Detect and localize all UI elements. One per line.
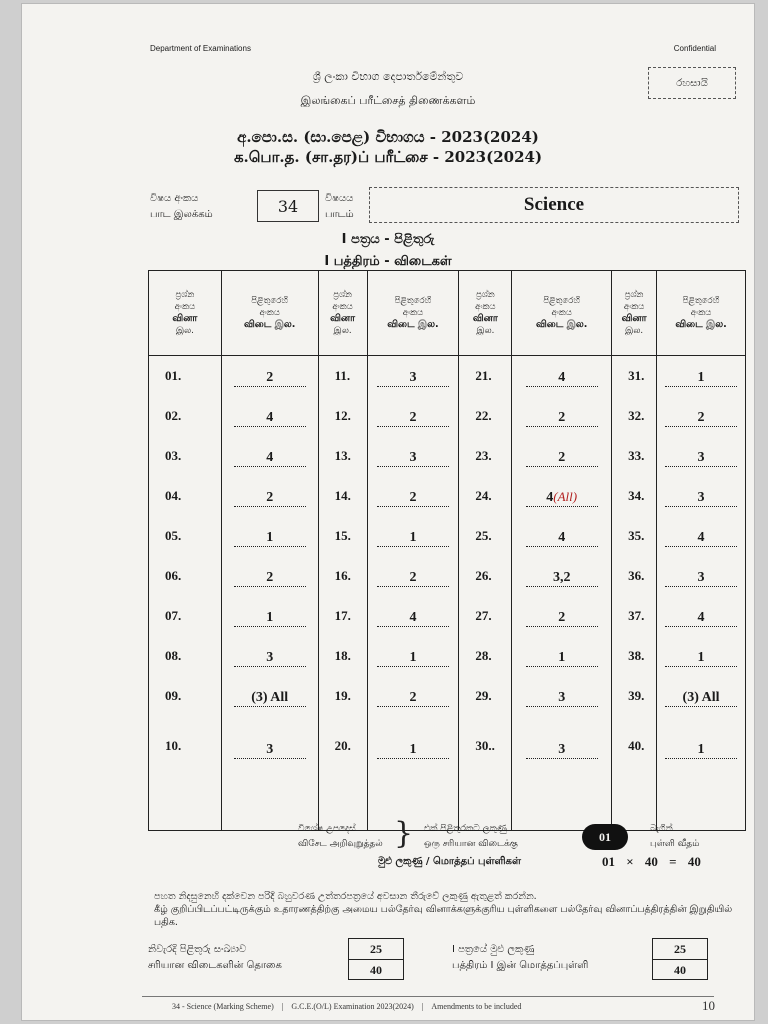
question-number: 28. [459, 636, 512, 676]
answer-cell [221, 716, 318, 831]
answer-cell [221, 396, 318, 436]
question-number: 40. [612, 716, 657, 831]
paper-total-label: I පත්‍රයේ මුළු ලකුණු பத்திரம் I இன் மொத்தப்புள்ளி [452, 944, 589, 971]
answer-value: 3 [665, 570, 737, 587]
table-row [149, 516, 746, 556]
each-label: බැගින් புள்ளி வீதம் [650, 824, 700, 849]
question-number: 05. [149, 516, 222, 556]
answer-value: 3 [665, 490, 737, 507]
answer-sheet-page [22, 4, 754, 1020]
subject-name: Science [369, 187, 739, 223]
answer-number-header: පිළිතුරෙහි අංකය விடை இல. [657, 271, 746, 356]
answer-value: 1 [377, 650, 449, 667]
question-number: 03. [149, 436, 222, 476]
answer-value: 1 [526, 650, 598, 667]
total-marks-calculation: 01 × 40 = 40 [602, 854, 701, 869]
question-number: 07. [149, 596, 222, 636]
answer-cell [367, 396, 459, 436]
question-number: 06. [149, 556, 222, 596]
question-number: 19. [318, 676, 367, 716]
answer-cell [367, 596, 459, 636]
subject-name-label: විෂයය பாடம் [325, 193, 354, 220]
answer-value: 2 [526, 610, 598, 627]
answer-value: 3 [526, 742, 598, 759]
answer-value: (3) All [665, 690, 737, 707]
subject-code-label: විෂය අංකය பாட இலக்கம் [150, 193, 213, 220]
answer-cell [512, 716, 612, 831]
table-row [149, 396, 746, 436]
table-row [149, 716, 746, 831]
answer-value: 4 [377, 610, 449, 627]
question-number: 20. [318, 716, 367, 831]
answer-number-header: පිළිතුරෙහි අංකය விடை இல. [221, 271, 318, 356]
question-number: 09. [149, 676, 222, 716]
table-row [149, 476, 746, 516]
answer-value: 2 [377, 410, 449, 427]
question-number: 29. [459, 676, 512, 716]
answer-cell [657, 436, 746, 476]
question-number-header: ප්‍රශ්න අංකය வினா இல. [612, 271, 657, 356]
question-number-header: ප්‍රශ්න අංකය வினா இல. [318, 271, 367, 356]
answer-cell [367, 356, 459, 397]
org-name-tamil: இலங்கைப் பரீட்சைத் திணைக்களம் [300, 94, 476, 107]
answer-value: 2 [526, 450, 598, 467]
table-row [149, 676, 746, 716]
answer-value: 2 [234, 490, 306, 507]
table-row [149, 596, 746, 636]
answer-value: 1 [234, 530, 306, 547]
answer-value: 4 [234, 410, 306, 427]
answer-value: 2 [665, 410, 737, 427]
answer-cell [657, 476, 746, 516]
paper-title-tamil: I பத்திரம் - விடைகள் [324, 254, 452, 269]
question-number: 04. [149, 476, 222, 516]
question-number: 13. [318, 436, 367, 476]
answer-value: 2 [526, 410, 598, 427]
question-number: 27. [459, 596, 512, 636]
answer-cell [367, 636, 459, 676]
per-mark-pill: 01 [582, 824, 628, 850]
question-number-header: ප්‍රශ්න අංකය வினா இல. [149, 271, 222, 356]
question-number: 08. [149, 636, 222, 676]
correct-answers-box: 25 40 [348, 938, 404, 980]
answer-cell [512, 636, 612, 676]
question-number: 37. [612, 596, 657, 636]
question-number: 11. [318, 356, 367, 397]
answer-value: 3 [234, 650, 306, 667]
department-label: Department of Examinations [150, 44, 251, 53]
handwritten-note: (All) [553, 488, 578, 504]
question-number: 16. [318, 556, 367, 596]
question-number: 12. [318, 396, 367, 436]
question-number: 31. [612, 356, 657, 397]
answer-cell [512, 556, 612, 596]
answer-value: 4 [526, 370, 598, 387]
table-row [149, 436, 746, 476]
question-number: 38. [612, 636, 657, 676]
question-number: 15. [318, 516, 367, 556]
answer-value: 3 [377, 450, 449, 467]
correct-answers-label: නිවැරදි පිළිතුරු සංඛ්‍යාව சரியான விடைகளின் தொகை [148, 944, 282, 971]
table-row [149, 556, 746, 596]
question-number: 14. [318, 476, 367, 516]
question-number: 10. [149, 716, 222, 831]
answer-value: 2 [377, 690, 449, 707]
answer-cell [657, 636, 746, 676]
question-number: 34. [612, 476, 657, 516]
table-row [149, 636, 746, 676]
exam-title-tamil: க.பொ.த. (சா.தர)ப் பரீட்சை - 2023(2024) [233, 148, 543, 166]
paper-total-box: 25 40 [652, 938, 708, 980]
question-number: 24. [459, 476, 512, 516]
answer-cell [657, 716, 746, 831]
answer-cell [221, 676, 318, 716]
total-marks-label: මුළු ලකුණු / மொத்தப் புள்ளிகள் [378, 856, 521, 867]
subject-code: 34 [257, 190, 319, 222]
answer-value: 1 [377, 742, 449, 759]
answer-cell [367, 676, 459, 716]
answer-value: 2 [234, 370, 306, 387]
answer-table [148, 270, 746, 831]
answer-cell [657, 396, 746, 436]
answer-value: 2 [377, 490, 449, 507]
answer-cell [221, 636, 318, 676]
question-number: 18. [318, 636, 367, 676]
confidential-stamp: රහසායි [648, 67, 736, 99]
answer-cell [367, 556, 459, 596]
answer-value: 4 [665, 530, 737, 547]
answer-cell [512, 356, 612, 397]
page-number: 10 [702, 998, 715, 1013]
answer-cell [512, 676, 612, 716]
answer-cell [512, 436, 612, 476]
answer-value: 1 [665, 650, 737, 667]
answer-value: 3 [665, 450, 737, 467]
org-name-sinhala: ශ්‍රී ලංකා විභාග දෙපාර්තමේන්තුව [312, 70, 464, 83]
answer-cell [657, 596, 746, 636]
answer-number-header: පිළිතුරෙහි අංකය விடை இல. [367, 271, 459, 356]
question-number: 30.. [459, 716, 512, 831]
special-instruction-label: විශේෂ උපදෙස් விசேட அறிவுறுத்தல் [298, 824, 383, 849]
footer-text: 34 - Science (Marking Scheme) | G.C.E.(O/L) Examination 2023(2024) | Amendments to be included [172, 1002, 522, 1011]
answer-cell [512, 476, 612, 516]
question-number: 02. [149, 396, 222, 436]
answer-cell [367, 436, 459, 476]
per-answer-label: එක් පිළිතුරකට ලකුණු ஒரு சரியான விடைக்கு [424, 824, 518, 849]
exam-title-sinhala: අ.පො.ස. (සා.පෙළ) විභාගය - 2023(2024) [237, 128, 539, 146]
answer-cell [512, 596, 612, 636]
answer-cell [221, 556, 318, 596]
question-number: 32. [612, 396, 657, 436]
answer-value: 3 [377, 370, 449, 387]
question-number: 35. [612, 516, 657, 556]
answer-cell [221, 356, 318, 397]
question-number: 39. [612, 676, 657, 716]
question-number: 33. [612, 436, 657, 476]
answer-value: 1 [377, 530, 449, 547]
answer-cell [221, 596, 318, 636]
answer-value: 3 [526, 690, 598, 707]
answer-cell [657, 356, 746, 397]
answer-number-header: පිළිතුරෙහි අංකය விடை இல. [512, 271, 612, 356]
confidential-label: Confidential [673, 44, 716, 53]
question-number: 25. [459, 516, 512, 556]
answer-value: 4(All) [526, 489, 598, 507]
answer-cell [657, 556, 746, 596]
answer-cell [367, 516, 459, 556]
answer-value: 3,2 [526, 570, 598, 587]
table-row [149, 356, 746, 397]
answer-value: (3) All [234, 690, 306, 707]
question-number: 36. [612, 556, 657, 596]
answer-cell [221, 476, 318, 516]
question-number: 01. [149, 356, 222, 397]
answer-cell [512, 516, 612, 556]
answer-value: 4 [526, 530, 598, 547]
answer-value: 1 [665, 370, 737, 387]
answer-value: 4 [234, 450, 306, 467]
answer-cell [367, 476, 459, 516]
answer-value: 1 [234, 610, 306, 627]
question-number: 21. [459, 356, 512, 397]
answer-cell [512, 396, 612, 436]
question-number: 23. [459, 436, 512, 476]
answer-cell [221, 516, 318, 556]
answer-value: 3 [234, 742, 306, 759]
instructions: පහත නිදසුනෙහි දක්වෙන පරිදි බහුවරණ උත්තරපත්‍රයේ අවසාන තීරුවේ ලකුණු ඇතුළත් කරන්න. கீழ் குறிப்பிடப்பட்டிருக்கும் உதாரணத்திற்கு அமைய பல்தேர்வு வினாக்களுக்குரிய புள்ளிகளை பல்தேர்வு வினாப்பத்திரத்தின் இறுதியில் பதிக. [154, 891, 733, 928]
question-number: 26. [459, 556, 512, 596]
answer-cell [657, 676, 746, 716]
footer-rule [142, 996, 714, 997]
answer-cell [367, 716, 459, 831]
answer-value: 2 [234, 570, 306, 587]
answer-cell [657, 516, 746, 556]
brace-glyph: } [394, 816, 414, 851]
answer-cell [221, 436, 318, 476]
question-number: 22. [459, 396, 512, 436]
answer-value: 1 [665, 742, 737, 759]
paper-title-sinhala: I පත්‍රය - පිළිතුරු [341, 232, 435, 247]
question-number-header: ප්‍රශ්න අංකය வினா இல. [459, 271, 512, 356]
answer-value: 4 [665, 610, 737, 627]
answer-value: 2 [377, 570, 449, 587]
question-number: 17. [318, 596, 367, 636]
